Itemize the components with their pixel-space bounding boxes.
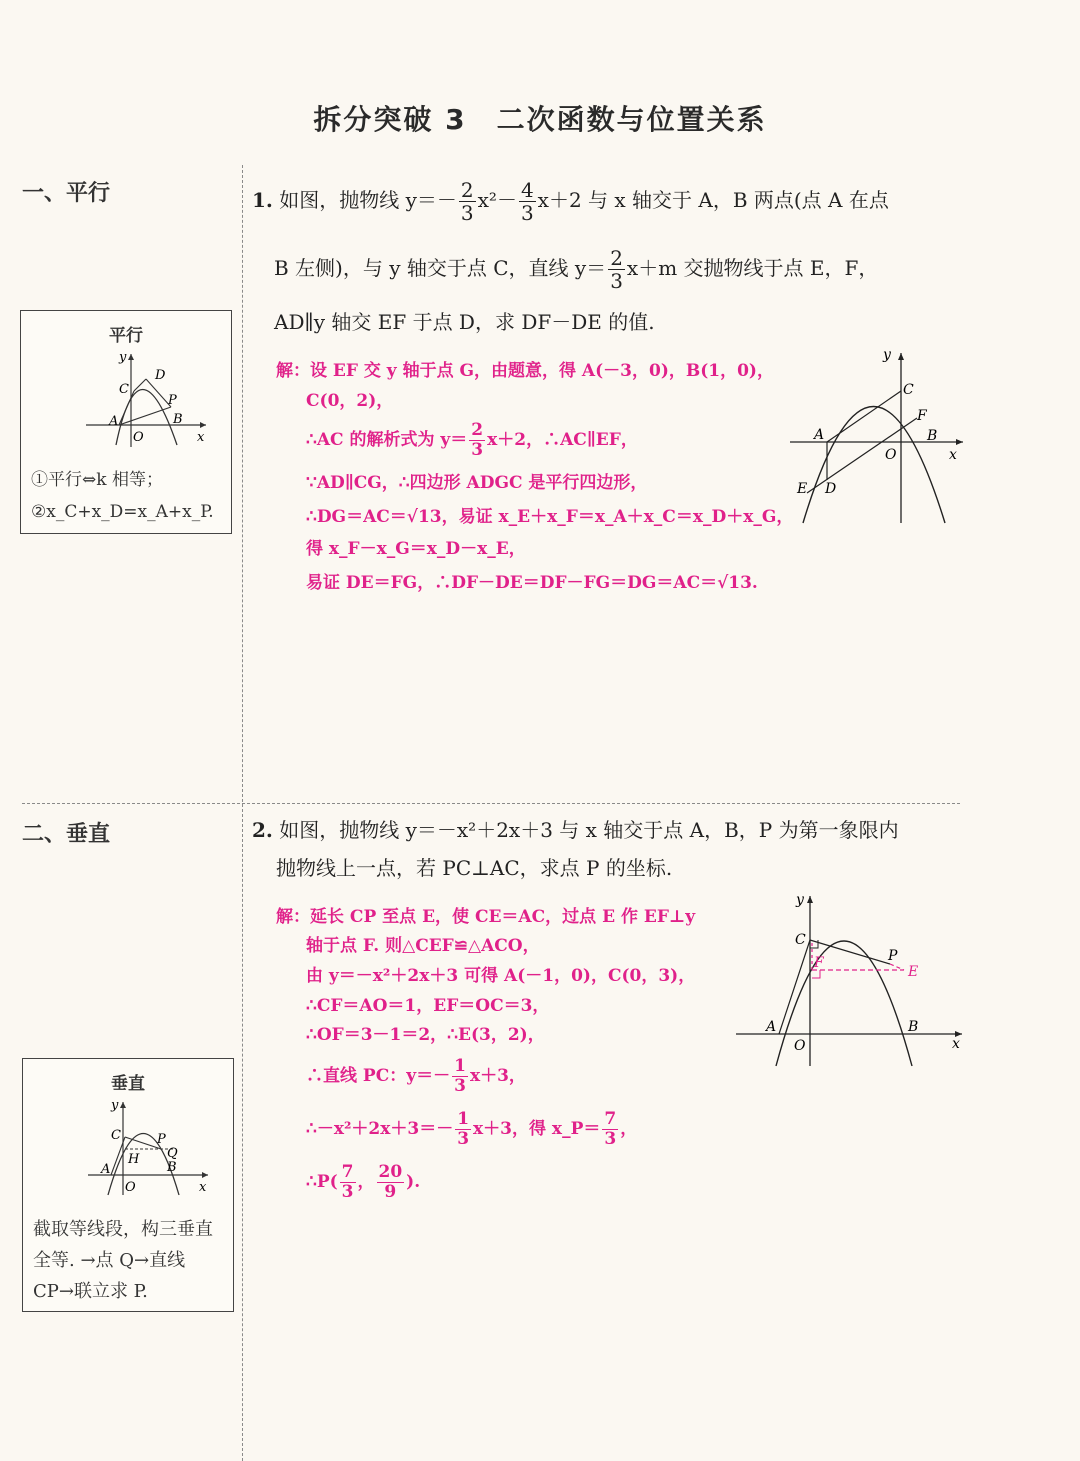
section-divider	[22, 803, 960, 804]
figure-2	[732, 888, 970, 1073]
label-o: O	[885, 447, 897, 463]
fraction: $\frac{7}{3}$	[341, 1162, 354, 1202]
label-d: D	[155, 368, 166, 383]
label-x: x	[197, 430, 205, 445]
solution-1-line-6: 得 x_F－x_G＝x_D－x_E，	[306, 539, 526, 559]
x-arrow	[956, 439, 963, 445]
label-e: E	[797, 481, 808, 497]
segment-ac	[779, 940, 810, 1034]
solution-1-line-2: C(0，2)，	[306, 391, 394, 411]
fraction: $\frac{2}{3}$	[610, 246, 623, 293]
label-o: O	[133, 430, 144, 445]
label-q: Q	[167, 1146, 178, 1161]
question-number: 1.	[252, 188, 273, 212]
label-x: x	[949, 447, 957, 463]
label-x: x	[952, 1036, 960, 1052]
figure-1	[785, 345, 970, 530]
q2-text: 如图，抛物线 y＝－x²＋2x＋3 与 x 轴交于点 A，B，P 为第一象限内	[279, 818, 899, 842]
solution-1-line-1: 解：设 EF 交 y 轴于点 G，由题意，得 A(－3，0)，B(1，0)，	[276, 361, 774, 381]
label-b: B	[167, 1160, 177, 1175]
y-arrow	[807, 896, 813, 903]
label-o: O	[794, 1038, 806, 1054]
label-y: y	[119, 350, 127, 365]
label-c: C	[119, 382, 129, 397]
label-p: P	[168, 393, 177, 408]
fraction: $\frac{2}{3}$	[471, 420, 484, 460]
tip-note-3: CP→联立求 P.	[33, 1281, 148, 1302]
right-angle-mark-f	[812, 970, 820, 978]
label-c: C	[111, 1128, 121, 1143]
fraction: $\frac{7}{3}$	[604, 1109, 617, 1149]
solution-1-line-3: ∴AC 的解析式为 y＝ $\frac{2}{3}$ x＋2，∴AC∥EF，	[306, 420, 638, 460]
label-h: H	[128, 1152, 140, 1167]
line-ac	[827, 391, 901, 442]
segment-cp	[125, 1137, 161, 1149]
label-c: C	[903, 382, 914, 398]
segment-pe	[890, 964, 904, 970]
y-arrow	[120, 1102, 126, 1108]
fraction: $\frac{1}{3}$	[457, 1109, 470, 1149]
label-a: A	[101, 1162, 111, 1177]
tip-diagram-parallel	[81, 349, 211, 449]
label-y: y	[796, 892, 804, 908]
solution-1-line-7: 易证 DE＝FG，∴DF－DE＝DF－FG＝DG＝AC＝√13.	[306, 573, 758, 593]
tip-title: 平行	[109, 326, 143, 346]
q1-text: x＋2 与 x 轴交于 A，B 两点(点 A 在点	[537, 188, 889, 212]
section-heading-parallel: 一、平行	[22, 181, 111, 206]
tip-note-2: ②x_C+x_D=x_A+x_P.	[31, 502, 214, 522]
label-a: A	[109, 414, 119, 429]
label-b: B	[908, 1019, 919, 1035]
solution-2-line-1: 解：延长 CP 至点 E，使 CE＝AC，过点 E 作 EF⊥y	[276, 907, 696, 927]
section-heading-perpendicular: 二、垂直	[22, 822, 111, 847]
tip-note-1: 截取等线段，构三垂直	[33, 1219, 213, 1240]
label-a: A	[814, 427, 825, 443]
q1-text: 如图，抛物线 y＝－	[279, 188, 457, 212]
solution-2-line-6: ∴直线 PC：y＝－ $\frac{1}{3}$ x＋3，	[306, 1056, 526, 1096]
solution-2-line-5: ∴OF＝3－1＝2，∴E(3，2)，	[306, 1025, 545, 1045]
label-b: B	[927, 428, 938, 444]
label-x: x	[199, 1180, 207, 1195]
label-b: B	[173, 412, 183, 427]
fraction: $\frac{4}{3}$	[520, 178, 534, 225]
solution-1-line-4: ∵AD∥CG，∴四边形 ADGC 是平行四边形，	[306, 473, 648, 493]
tip-note-1: ①平行⇔k 相等；	[31, 470, 163, 490]
question-number: 2.	[252, 818, 273, 842]
q1-text: B 左侧)，与 y 轴交于点 C，直线 y＝	[274, 256, 607, 280]
question-1-line-1	[252, 180, 889, 223]
solution-2-line-7: ∴－x²＋2x＋3＝－ $\frac{1}{3}$ x＋3，得 x_P＝ $\frac{7}{3}$ ，	[306, 1109, 638, 1149]
label-o: O	[125, 1180, 136, 1195]
label-f: F	[814, 955, 824, 971]
y-arrow	[128, 354, 134, 360]
tip-note-2: 全等. →点 Q→直线	[33, 1250, 186, 1271]
label-p: P	[888, 948, 898, 964]
fraction: $\frac{1}{3}$	[454, 1056, 466, 1096]
question-1-line-2	[274, 248, 878, 291]
x-arrow	[202, 1172, 208, 1178]
question-2-line-2: 抛物线上一点，若 PC⊥AC，求点 P 的坐标.	[276, 856, 673, 880]
solution-1-line-5: ∴DG＝AC＝√13，易证 x_E＋x_F＝x_A＋x_C＝x_D＋x_G，	[306, 507, 794, 527]
label-d: D	[825, 481, 837, 497]
question-1-line-3: AD∥y 轴交 EF 于点 D，求 DF－DE 的值.	[274, 310, 655, 334]
segment-ap	[119, 407, 171, 425]
label-y: y	[111, 1098, 119, 1113]
tip-title: 垂直	[111, 1074, 145, 1094]
tip-box-perpendicular	[22, 1058, 234, 1312]
tip-box-parallel	[20, 310, 232, 534]
y-arrow	[898, 353, 904, 360]
label-e: E	[908, 964, 919, 980]
solution-2-line-2: 轴于点 F. 则△CEF≌△ACO，	[306, 936, 540, 956]
solution-2-line-3: 由 y＝－x²＋2x＋3 可得 A(－1，0)，C(0，3)，	[306, 966, 696, 986]
label-a: A	[766, 1019, 777, 1035]
solution-2-line-8: ∴P( $\frac{7}{3}$ ， $\frac{20}{9}$ ).	[306, 1162, 421, 1202]
solution-2-line-4: ∴CF＝AO＝1，EF＝OC＝3，	[306, 996, 550, 1016]
column-divider	[242, 165, 243, 1461]
label-c: C	[795, 932, 806, 948]
x-arrow	[200, 422, 206, 428]
label-f: F	[917, 408, 927, 424]
q1-text: x＋m 交抛物线于点 E，F，	[626, 256, 879, 280]
tip-diagram-perpendicular	[83, 1097, 213, 1197]
page-title: 拆分突破 3 二次函数与位置关系	[313, 103, 767, 136]
label-p: P	[157, 1132, 166, 1147]
label-y: y	[883, 347, 891, 363]
question-2-line-1	[252, 820, 899, 840]
fraction: $\frac{2}{3}$	[460, 178, 474, 225]
fraction: $\frac{20}{9}$	[378, 1162, 403, 1202]
q1-text: x²－	[477, 188, 517, 212]
